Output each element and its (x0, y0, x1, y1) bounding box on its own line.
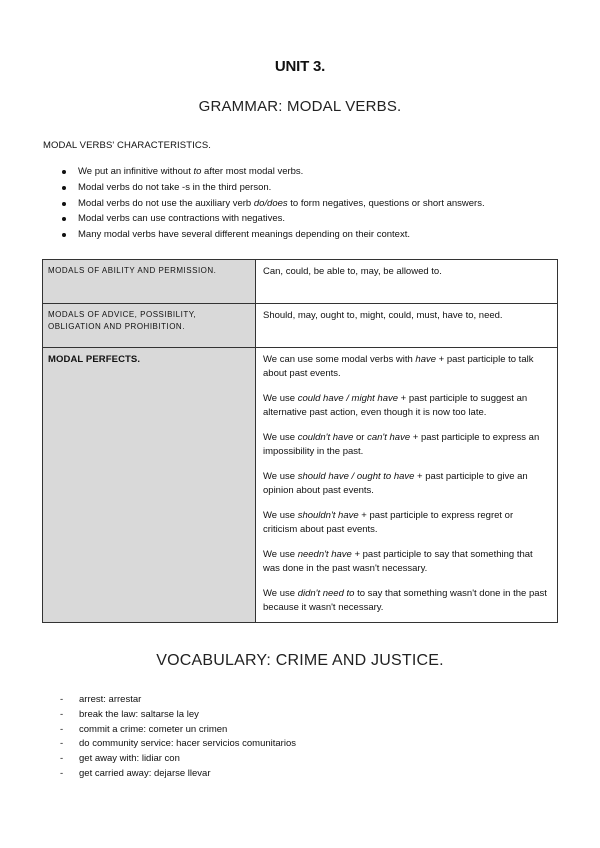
table-row (43, 260, 558, 304)
modal-verbs-table (42, 259, 558, 623)
table-row (43, 304, 558, 348)
vocabulary-heading: VOCABULARY: CRIME AND JUSTICE. (156, 652, 444, 669)
list-item: Many modal verbs have several different meanings depending on their context. (60, 227, 570, 243)
table-row (43, 348, 558, 623)
list-item: Modal verbs do not use the auxiliary verb do/does to form negatives, questions or short answers. (60, 196, 570, 212)
vocabulary-list (60, 693, 296, 782)
list-item: - arrest: arrestar (60, 693, 296, 708)
modal-perfect-paragraph: We use couldn't have or can't have + past participle to express an impossibility in the past. (263, 432, 540, 457)
grammar-heading: GRAMMAR: MODAL VERBS. (198, 98, 402, 115)
advice-obligation-cell (256, 304, 558, 348)
list-item: - commit a crime: cometer un crimen (60, 723, 296, 738)
characteristics-label: MODAL VERBS' CHARACTERISTICS. (43, 140, 211, 151)
list-item: - get carried away: dejarse llevar (60, 767, 296, 782)
modal-perfect-paragraph: We can use some modal verbs with have + past participle to talk about past events. (263, 354, 534, 379)
unit-title: UNIT 3. (274, 58, 326, 75)
ability-permission-modals: Can, could, be able to, may, be allowed to. (263, 266, 442, 277)
modal-perfects-cell-right (256, 348, 558, 623)
advice-obligation-label: MODALS OF ADVICE, POSSIBILITY, OBLIGATION AND PROHIBITION. (43, 304, 256, 348)
list-item: - break the law: saltarse la ley (60, 708, 296, 723)
modal-perfect-paragraph: We use needn't have + past participle to say that something that was done in the past wasn't necessary. (263, 549, 533, 574)
list-item: Modal verbs can use contractions with negatives. (60, 211, 570, 227)
modal-perfect-paragraph: We use should have / ought to have + past participle to give an opinion about past events. (263, 471, 528, 496)
advice-obligation-modals: Should, may, ought to, might, could, must, have to, need. (263, 310, 503, 321)
list-item: Modal verbs do not take -s in the third person. (60, 180, 570, 196)
characteristics-list (60, 164, 570, 243)
list-item: - do community service: hacer servicios comunitarios (60, 737, 296, 752)
modal-perfect-paragraph: We use didn't need to to say that something wasn't done in the past because it wasn't necessary. (263, 588, 547, 613)
ability-permission-label: MODALS OF ABILITY AND PERMISSION. (43, 260, 256, 304)
modal-perfects-label: MODAL PERFECTS. (48, 354, 141, 365)
modal-perfects-cell-left (43, 348, 256, 623)
modal-perfect-paragraph: We use could have / might have + past participle to suggest an alternative past action, even though it is now too late. (263, 393, 528, 418)
modal-perfect-paragraph: We use shouldn't have + past participle to express regret or criticism about past events. (263, 510, 514, 535)
ability-permission-cell (256, 260, 558, 304)
list-item: We put an infinitive without to after most modal verbs. (60, 164, 570, 180)
list-item: - get away with: lidiar con (60, 752, 296, 767)
